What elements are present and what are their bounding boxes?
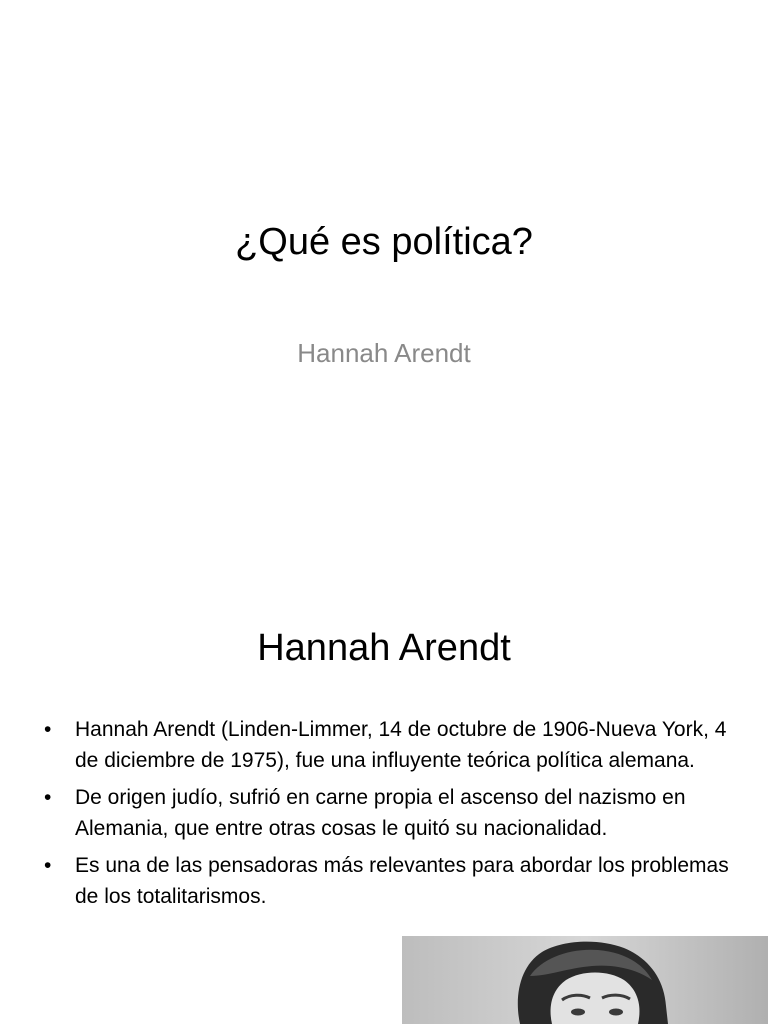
slide-title: ¿Qué es política?: [235, 221, 533, 263]
bullet-text: Es una de las pensadoras más relevantes para abordar los problemas de los totalitarismos.: [75, 854, 729, 908]
bullet-item: [44, 850, 734, 912]
bullet-text: Hannah Arendt (Linden-Limmer, 14 de octubre de 1906-Nueva York, 4 de diciembre de 1975), fue una influyente teórica política alemana.: [75, 718, 727, 772]
bullet-icon: •: [44, 786, 52, 809]
bullet-list: [44, 714, 734, 918]
portrait-photo: [402, 936, 768, 1024]
bullet-icon: •: [44, 854, 52, 877]
slide-subtitle: Hannah Arendt: [297, 338, 471, 368]
bullet-item: [44, 714, 734, 776]
bullet-icon: •: [44, 718, 52, 741]
slide-2: [0, 576, 768, 1024]
portrait-photo-icon: [402, 936, 768, 1024]
bullet-item: [44, 782, 734, 844]
bullet-text: De origen judío, sufrió en carne propia el ascenso del nazismo en Alemania, que entre otras cosas le quitó su nacionalidad.: [75, 786, 686, 840]
slide-title: Hannah Arendt: [257, 627, 511, 669]
